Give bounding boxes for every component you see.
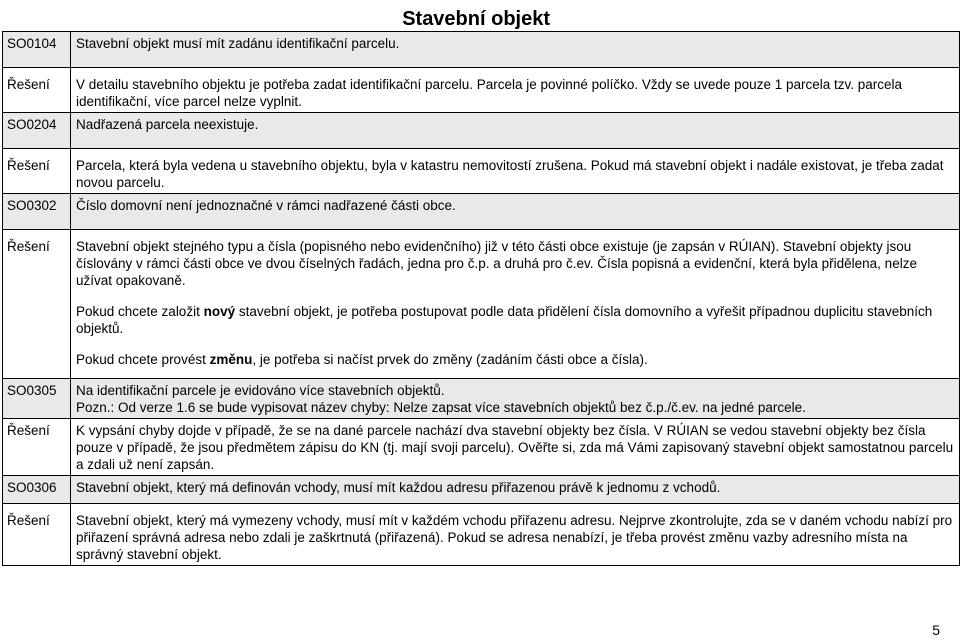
table-row-solution [3,504,960,566]
solution-text: Stavební objekt, který má vymezeny vchody, musí mít v každém vchodu přiřazenu adresu. Nejprve zkontrolujte, zda se v daném vchodu nabízí pro přiřazení správná adresa nebo zdali je zaškrtnutá (přiřazená). Pokud se adresa nenabízí, je třeba provést změnu vazby adresního místa na správný stavební objekt. [71,504,960,566]
error-message-line: Na identifikační parcele je evidováno více stavebních objektů. [76,383,445,398]
table-row-solution [3,149,960,194]
error-table [2,31,960,566]
solution-label: Řešení [3,504,71,566]
solution-text: K vypsání chyby dojde v případě, že se na dané parcele nachází dva stavební objekty bez čísla. V RÚIAN se vedou stavební objekty bez čísla pouze v případě, že jsou předmětem zápisu do KN (tj. mají svoji parcelu). Ověřte si, zda má Vámi zapisovaný stavební objekt samostatnou parcelu a zdali už není zapsán. [71,419,960,476]
solution-paragraph: Stavební objekt stejného typu a čísla (popisného nebo evidenčního) již v této části obce existuje (je zapsán v RÚIAN). Stavební objekty jsou číslovány v rámci části obce ve dvou číselných řadách, jedna pro č.p. a druhá pro č.ev. Čísla popisná a evidenční, která byla přidělena, nelze užívat opakovaně. [76,239,917,288]
emphasis-text: nový [203,304,236,319]
solution-label: Řešení [3,68,71,113]
error-code: SO0302 [3,194,71,230]
table-row-solution [3,230,960,379]
error-code: SO0306 [3,476,71,504]
solution-text: Parcela, která byla vedena u stavebního objektu, byla v katastru nemovitostí zrušena. Pokud má stavební objekt i nadále existovat, je třeba zadat novou parcelu. [71,149,960,194]
error-message: Stavební objekt, který má definován vchody, musí mít každou adresu přiřazenou právě k jednomu z vchodů. [71,476,960,504]
error-code: SO0305 [3,379,71,419]
error-code: SO0104 [3,32,71,68]
paragraph-text: stavební objekt, je potřeba postupovat podle data přidělení čísla domovního a vyřešit případnou duplicitu stavebních objektů. [76,304,933,336]
error-message [71,379,960,419]
page-number: 5 [932,622,940,638]
error-note: Pozn.: Od verze 1.6 se bude vypisovat název chyby: Nelze zapsat více stavebních objektů bez č.p./č.ev. na jedné parcele. [76,400,806,415]
table-row-error [3,476,960,504]
table-row-error [3,379,960,419]
paragraph-text: Pokud chcete provést [76,352,210,367]
paragraph-text: , je potřeba si načíst prvek do změny (zadáním části obce a čísla). [252,352,648,367]
solution-label: Řešení [3,419,71,476]
error-message: Stavební objekt musí mít zadánu identifikační parcelu. [71,32,960,68]
solution-paragraph [76,351,954,368]
solution-text [71,230,960,379]
table-row-solution [3,419,960,476]
table-row-solution [3,68,960,113]
paragraph-text: Pokud chcete založit [76,304,204,319]
solution-paragraph [76,303,954,337]
solution-text: V detailu stavebního objektu je potřeba zadat identifikační parcelu. Parcela je povinné políčko. Vždy se uvede pouze 1 parcela tzv. parcela identifikační, více parcel nelze vyplnit. [71,68,960,113]
page-title: Stavební objekt [402,8,550,30]
error-code: SO0204 [3,113,71,149]
solution-label: Řešení [3,230,71,379]
table-row-error [3,194,960,230]
error-message: Číslo domovní není jednoznačné v rámci nadřazené části obce. [71,194,960,230]
error-message: Nadřazená parcela neexistuje. [71,113,960,149]
table-row-error [3,32,960,68]
solution-label: Řešení [3,149,71,194]
emphasis-text: změnu [209,352,253,367]
table-row-error [3,113,960,149]
